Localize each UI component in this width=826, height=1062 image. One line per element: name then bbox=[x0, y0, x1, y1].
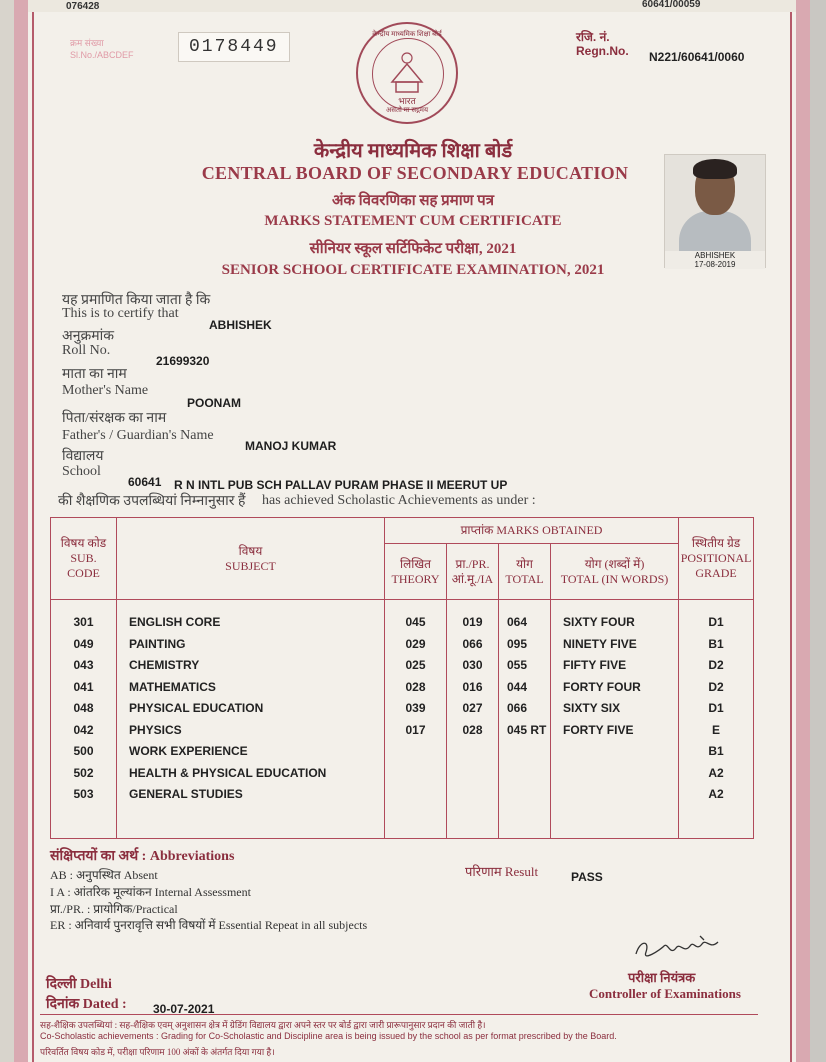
student-name: ABHISHEK bbox=[209, 318, 272, 332]
total-column bbox=[499, 600, 551, 839]
subject-code: 041 bbox=[73, 679, 94, 694]
mother-label-hi: माता का नाम bbox=[62, 367, 127, 382]
abbr-absent: AB : अनुपस्थित Absent bbox=[50, 868, 158, 882]
theory-marks: 028 bbox=[405, 679, 426, 694]
theory-column bbox=[385, 600, 447, 839]
doc-title-hi: अंक विवरणिका सह प्रमाण पत्र bbox=[332, 193, 494, 209]
footer-note-hi: सह-शैक्षिक उपलब्धियां : सह-शैक्षिक एवम् अनुशासन क्षेत्र में ग्रेडिंग विद्यालय द्वारा अपने स्तर पर बोर्ड द्वारा जारी प्रारूपानुसार प्रदान की जाती है। bbox=[40, 1020, 486, 1030]
subject-name: PHYSICAL EDUCATION bbox=[129, 701, 264, 715]
controller-title-hi: परीक्षा नियंत्रक bbox=[628, 970, 696, 985]
abbr-ia: I A : आंतरिक मूल्यांकन Internal Assessment bbox=[50, 885, 251, 899]
subject-column bbox=[117, 600, 385, 839]
practical-marks: 066 bbox=[462, 636, 483, 651]
positional-grade: E bbox=[712, 722, 721, 737]
total-marks: 055 bbox=[507, 658, 528, 672]
abbreviations-title: संक्षिप्तयों का अर्थ : Abbreviations bbox=[50, 849, 235, 864]
student-photo bbox=[664, 154, 766, 268]
result-label: परिणाम Result bbox=[465, 864, 539, 879]
subject-code: 503 bbox=[73, 787, 94, 801]
serial-top-right: 60641/00059 bbox=[642, 0, 701, 10]
practical-marks bbox=[447, 784, 498, 806]
achieved-label-en: has achieved Scholastic Achievements as under : bbox=[262, 493, 536, 508]
practical-column bbox=[447, 600, 499, 839]
regn-value: N221/60641/0060 bbox=[649, 50, 745, 64]
positional-grade: D1 bbox=[708, 701, 724, 715]
roll-label-hi: अनुक्रमांक bbox=[62, 329, 114, 344]
subject-code: 043 bbox=[73, 658, 94, 672]
subject-code: 042 bbox=[73, 722, 94, 737]
place: दिल्ली Delhi bbox=[46, 977, 112, 992]
header-positional-grade: स्थितीय ग्रेड POSITIONAL GRADE bbox=[679, 518, 754, 600]
serial-top-left: 076428 bbox=[66, 1, 100, 12]
certify-label-hi: यह प्रमाणित किया जाता है कि bbox=[62, 293, 211, 308]
logo-text-top: केन्द्रीय माध्यमिक शिक्षा बोर्ड bbox=[372, 30, 442, 38]
father-label-en: Father's / Guardian's Name bbox=[62, 428, 214, 443]
subject-code: 502 bbox=[73, 765, 94, 780]
total-marks: 066 bbox=[507, 701, 528, 715]
photo-caption-date: 17-08-2019 bbox=[694, 260, 736, 269]
theory-marks: 029 bbox=[405, 636, 426, 651]
school-name: R N INTL PUB SCH PALLAV PURAM PHASE II MEERUT UP bbox=[174, 478, 508, 492]
theory-marks: 039 bbox=[405, 701, 426, 715]
positional-grade: A2 bbox=[708, 765, 724, 780]
issue-date: 30-07-2021 bbox=[153, 1002, 215, 1016]
theory-marks: 045 bbox=[405, 615, 426, 629]
board-title-hi: केन्द्रीय माध्यमिक शिक्षा बोर्ड bbox=[313, 140, 513, 162]
subject-name: CHEMISTRY bbox=[129, 658, 200, 672]
grade-column bbox=[679, 600, 754, 839]
mother-label-en: Mother's Name bbox=[62, 383, 149, 398]
practical-marks bbox=[447, 763, 498, 785]
footer-note-hi-2: परिवर्तित विषय कोड में, परीक्षा परिणाम 100 अंकों के अंतर्गत दिया गया है। bbox=[40, 1047, 275, 1057]
controller-signature bbox=[630, 932, 740, 968]
subject-code: 049 bbox=[73, 636, 94, 651]
total-in-words: FIFTY FIVE bbox=[563, 658, 627, 672]
regn-label-en: Regn.No. bbox=[576, 44, 629, 58]
father-name: MANOJ KUMAR bbox=[245, 439, 337, 453]
school-label-en: School bbox=[62, 464, 101, 479]
positional-grade: B1 bbox=[708, 744, 724, 758]
total-in-words bbox=[563, 763, 678, 785]
practical-marks: 016 bbox=[462, 679, 483, 694]
exam-title-en: SENIOR SCHOOL CERTIFICATE EXAMINATION, 2021 bbox=[221, 262, 605, 278]
footer-note-en: Co-Scholastic achievements : Grading for Co-Scholastic and Discipline area is being issued by the school as per format prescribed by the Board. bbox=[40, 1031, 617, 1041]
header-practical: प्रा./PR. आं.मू./IA bbox=[447, 544, 499, 600]
positional-grade: A2 bbox=[708, 787, 724, 801]
total-marks bbox=[507, 763, 550, 785]
total-marks: 095 bbox=[507, 636, 528, 651]
practical-marks: 019 bbox=[462, 615, 483, 629]
words-column bbox=[551, 600, 679, 839]
total-marks: 044 bbox=[507, 679, 528, 694]
total-in-words bbox=[563, 741, 678, 763]
logo-text-bottom: असतो मा सद्गमय bbox=[385, 106, 429, 114]
cbse-logo bbox=[356, 22, 458, 124]
achieved-label-hi: की शैक्षणिक उपलब्धियां निम्नानुसार हैं bbox=[58, 494, 246, 509]
total-in-words: FORTY FIVE bbox=[563, 722, 634, 737]
total-in-words: SIXTY FOUR bbox=[563, 615, 635, 629]
theory-marks bbox=[385, 763, 446, 785]
subject-name: GENERAL STUDIES bbox=[129, 787, 243, 801]
serial-label-en: Sl.No./ABCDEF bbox=[70, 50, 134, 60]
abbr-practical: प्रा./PR. : प्रायोगिक/Practical bbox=[50, 902, 178, 916]
theory-marks: 017 bbox=[405, 722, 426, 737]
practical-marks bbox=[447, 741, 498, 763]
header-total: योग TOTAL bbox=[499, 544, 551, 600]
regn-label-hi: रजि. नं. bbox=[576, 30, 610, 44]
serial-number-box: 0178449 bbox=[178, 32, 290, 62]
father-label-hi: पिता/संरक्षक का नाम bbox=[62, 411, 167, 426]
subject-name: PHYSICS bbox=[129, 722, 182, 737]
roll-label-en: Roll No. bbox=[62, 343, 111, 358]
header-sub-code: विषय कोड SUB. CODE bbox=[51, 518, 117, 600]
theory-marks bbox=[385, 784, 446, 806]
positional-grade: B1 bbox=[708, 636, 724, 651]
subject-code: 048 bbox=[73, 701, 94, 715]
subject-code: 500 bbox=[73, 744, 94, 758]
total-in-words: SIXTY SIX bbox=[563, 701, 621, 715]
logo-text-mid: भारत bbox=[398, 96, 416, 106]
doc-title-en: MARKS STATEMENT CUM CERTIFICATE bbox=[264, 213, 562, 229]
total-marks: 045 RT bbox=[507, 722, 547, 737]
subject-name: ENGLISH CORE bbox=[129, 615, 221, 629]
positional-grade: D2 bbox=[708, 679, 724, 694]
controller-title-en: Controller of Examinations bbox=[589, 986, 741, 1001]
positional-grade: D1 bbox=[708, 615, 724, 629]
header-subject: विषय SUBJECT bbox=[117, 518, 385, 600]
total-marks bbox=[507, 784, 550, 806]
subject-name: WORK EXPERIENCE bbox=[129, 744, 248, 758]
total-marks: 064 bbox=[507, 615, 528, 629]
roll-number: 21699320 bbox=[156, 354, 210, 368]
marks-table bbox=[50, 517, 754, 839]
school-code: 60641 bbox=[128, 475, 162, 489]
total-in-words bbox=[563, 784, 678, 806]
theory-marks bbox=[385, 741, 446, 763]
result-value: PASS bbox=[571, 870, 603, 884]
subject-name: MATHEMATICS bbox=[129, 679, 216, 694]
practical-marks: 028 bbox=[462, 722, 483, 737]
school-label-hi: विद्यालय bbox=[62, 449, 104, 464]
header-theory: लिखित THEORY bbox=[385, 544, 447, 600]
header-total-words: योग (शब्दों में) TOTAL (IN WORDS) bbox=[551, 544, 679, 600]
code-column bbox=[51, 600, 117, 839]
total-in-words: NINETY FIVE bbox=[563, 636, 637, 651]
total-marks bbox=[507, 741, 550, 763]
dated-label: दिनांक Dated : bbox=[46, 997, 127, 1012]
board-title-en: CENTRAL BOARD OF SECONDARY EDUCATION bbox=[201, 163, 629, 183]
practical-marks: 027 bbox=[462, 701, 483, 715]
theory-marks: 025 bbox=[405, 658, 426, 672]
subject-code: 301 bbox=[73, 615, 94, 629]
abbr-er: ER : अनिवार्य पुनरावृत्ति सभी विषयों में Essential Repeat in all subjects bbox=[50, 918, 368, 932]
subject-name: PAINTING bbox=[129, 636, 186, 651]
photo-caption-name: ABHISHEK bbox=[694, 251, 736, 260]
total-in-words: FORTY FOUR bbox=[563, 679, 641, 694]
subject-name: HEALTH & PHYSICAL EDUCATION bbox=[129, 765, 327, 780]
certify-label-en: This is to certify that bbox=[62, 306, 179, 321]
footer-divider bbox=[40, 1014, 758, 1015]
practical-marks: 030 bbox=[462, 658, 483, 672]
exam-title-hi: सीनियर स्कूल सर्टिफिकेट परीक्षा, 2021 bbox=[309, 241, 517, 257]
serial-label-hi: क्रम संख्या bbox=[70, 38, 104, 48]
header-marks-obtained: प्राप्तांक MARKS OBTAINED bbox=[385, 518, 679, 544]
mother-name: POONAM bbox=[187, 396, 241, 410]
positional-grade: D2 bbox=[708, 658, 724, 672]
